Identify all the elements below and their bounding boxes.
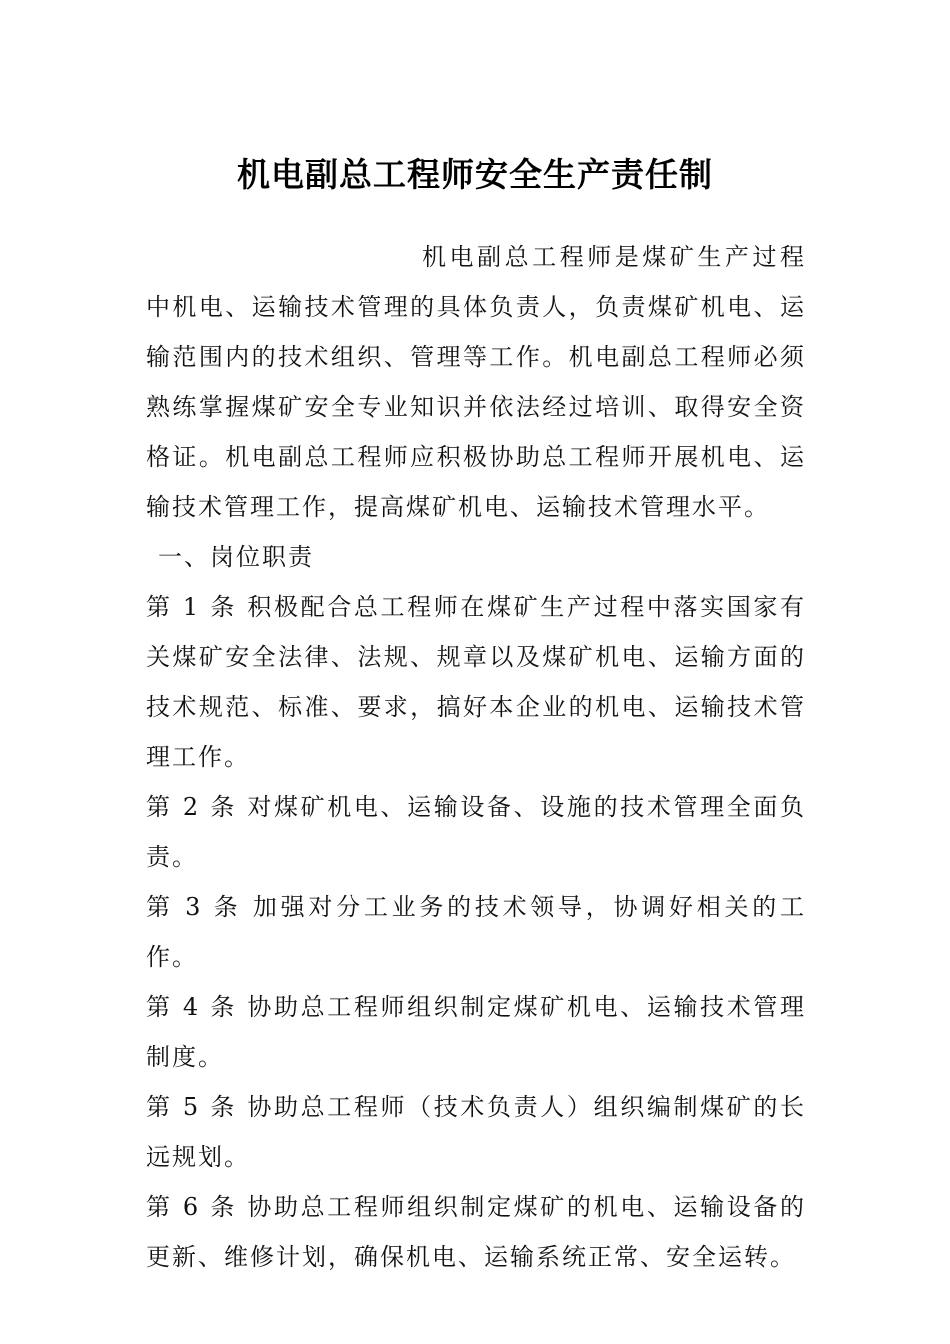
intro-paragraph: 机电副总工程师是煤矿生产过程中机电、运输技术管理的具体负责人，负责煤矿机电、运输范围内的技术组织、管理等工作。机电副总工程师必须熟练掌握煤矿安全专业知识并依法经过培训、取得安全资格证。机电副总工程师应积极协助总工程师开展机电、运输技术管理工作，提高煤矿机电、运输技术管理水平。	[146, 243, 806, 521]
document-body	[146, 232, 806, 1282]
article-3: 第 3 条 加强对分工业务的技术领导，协调好相关的工作。	[146, 893, 806, 971]
article-1: 第 1 条 积极配合总工程师在煤矿生产过程中落实国家有关煤矿安全法律、法规、规章以及煤矿机电、运输方面的技术规范、标准、要求，搞好本企业的机电、运输技术管理工作。	[146, 593, 806, 771]
article-2: 第 2 条 对煤矿机电、运输设备、设施的技术管理全面负责。	[146, 793, 806, 871]
section-heading: 一、岗位职责	[158, 543, 314, 571]
article-6: 第 6 条 协助总工程师组织制定煤矿的机电、运输设备的更新、维修计划，确保机电、运输系统正常、安全运转。	[146, 1193, 806, 1271]
article-5: 第 5 条 协助总工程师（技术负责人）组织编制煤矿的长远规划。	[146, 1093, 806, 1171]
article-4: 第 4 条 协助总工程师组织制定煤矿机电、运输技术管理制度。	[146, 993, 806, 1071]
document-title: 机电副总工程师安全生产责任制	[237, 155, 713, 195]
